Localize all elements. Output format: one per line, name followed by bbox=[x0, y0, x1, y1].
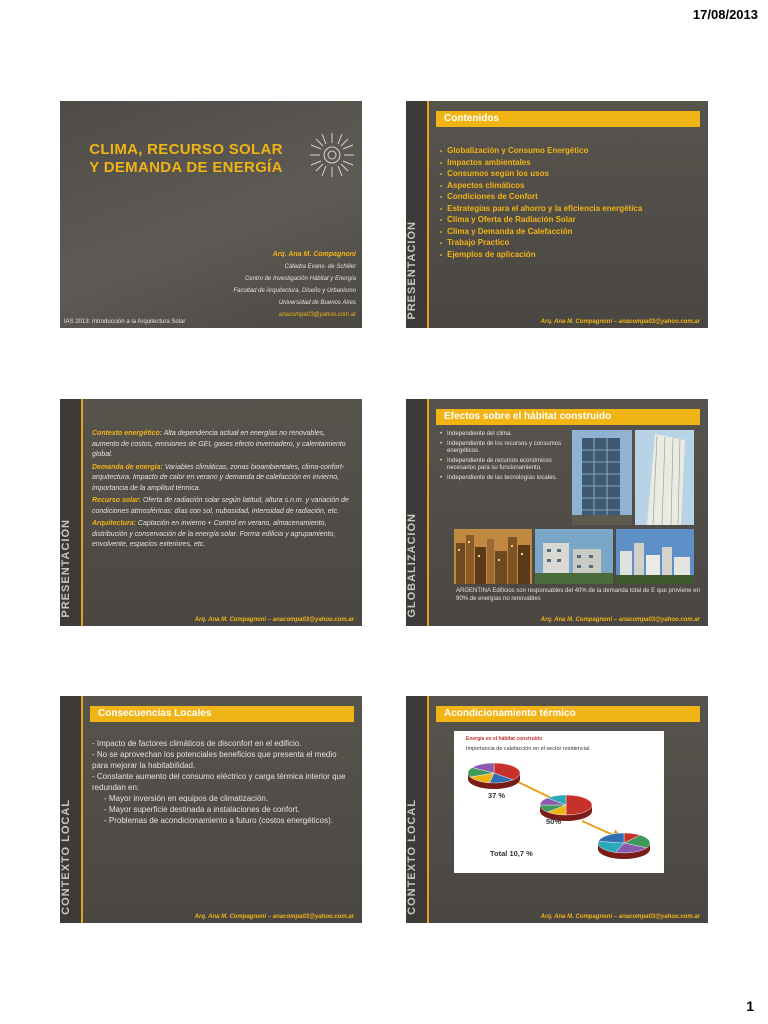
side-label: PRESENTACIÓN bbox=[60, 519, 72, 618]
list-item: • Ejemplos de aplicación bbox=[440, 250, 642, 262]
housing-blocks-photo bbox=[535, 529, 613, 584]
side-label: CONTEXTO LOCAL bbox=[60, 799, 72, 915]
pie-chart bbox=[454, 731, 664, 873]
pie-1-percent-label: 37 % bbox=[488, 791, 506, 800]
slide-footer: Arq. Ana M. Compagnoni – anacompa03@yahoo.com.ar bbox=[540, 319, 700, 325]
list-item: • Independiente de los recursos y consumos energéticos. bbox=[440, 441, 565, 456]
city-photo bbox=[454, 529, 532, 584]
list-item: • Trabajo Practico bbox=[440, 238, 642, 250]
pie-slice bbox=[598, 833, 624, 843]
affiliation-chair: Cátedra Evans- de Schiller bbox=[284, 264, 356, 270]
contents-list bbox=[440, 146, 642, 261]
slide-footer: Arq. Ana M. Compagnoni – anacompa03@yahoo.com.ar bbox=[540, 617, 700, 623]
list-item: • Independiente del clima. bbox=[440, 431, 565, 439]
slide-contents bbox=[406, 101, 708, 328]
keyword: Recurso solar: bbox=[92, 497, 142, 504]
list-item: • Clima y Oferta de Radiación Solar bbox=[440, 215, 642, 227]
side-bar bbox=[406, 101, 429, 328]
slide-title-heading bbox=[66, 141, 306, 177]
bullet-list bbox=[440, 431, 565, 484]
body-line: - Mayor superficie destinada a instalaciones de confort. bbox=[104, 805, 300, 814]
slide-globalization bbox=[406, 399, 708, 626]
consequences-body bbox=[92, 738, 350, 826]
list-item: • Estrategias para el ahorro y la eficiencia energética bbox=[440, 204, 642, 216]
slide-footer: Arq. Ana M. Compagnoni – anacompa03@yahoo.com.ar bbox=[194, 617, 354, 623]
paragraph-text: Oferta de radiación solar según latitud, altura s.n.m. y variación de condiciones atmosféricas: días con sol, nubosidad, intensidad de radiación, etc. bbox=[92, 497, 349, 515]
paragraph-text: Alta dependencia actual en energías no renovables, aumento de costos, emisiones de GEI, gases efecto invernadero, y calentamiento global. bbox=[92, 430, 346, 458]
paragraph bbox=[92, 463, 352, 495]
course-label: IAS 2013: Introducción a la Arquitectura Solar bbox=[64, 319, 186, 325]
side-label: PRESENTACIÓN bbox=[406, 221, 418, 320]
presentation-body bbox=[92, 429, 352, 553]
slide-footer: Arq. Ana M. Compagnoni – anacompa03@yahoo.com.ar bbox=[540, 914, 700, 920]
pie-2-percent-label: 50% bbox=[546, 817, 562, 826]
slide-local-consequences bbox=[60, 696, 362, 923]
white-tower-photo bbox=[635, 430, 694, 525]
affiliation-center: Centro de Investigación Hábitat y Energía bbox=[244, 276, 356, 282]
slide-presentation bbox=[60, 399, 362, 626]
keyword: Demanda de energía: bbox=[92, 463, 163, 471]
list-item: • Independiente de las tecnologías locales. bbox=[440, 475, 565, 483]
body-line: - Constante aumento del consumo eléctrico y carga térmica interior que redundan en: bbox=[92, 772, 346, 792]
keyword: Contexto energético: bbox=[92, 430, 163, 437]
keyword: Arquitectura: bbox=[92, 520, 136, 527]
chart-subtitle: Importancia de calefacción en el sector residencial bbox=[466, 746, 590, 752]
side-label: CONTEXTO LOCAL bbox=[406, 799, 418, 915]
slide-footer: Arq. Ana M. Compagnoni – anacompa03@yahoo.com.ar bbox=[194, 914, 354, 920]
affiliation-university: Universidad de Buenos Aires bbox=[278, 300, 356, 306]
glass-tower-photo bbox=[572, 430, 632, 525]
pie-1 bbox=[468, 763, 520, 789]
paragraph bbox=[92, 429, 352, 461]
pie-3-total-label: Total 10,7 % bbox=[490, 849, 533, 858]
paragraph-text: Captación en invierno + Control en verano, almacenamiento, distribución y conservación de la energía solar. Forma edilicia y agrupamiento, envolvente, espacios exteriores, etc. bbox=[92, 520, 336, 548]
slide-title bbox=[60, 101, 362, 328]
paragraph bbox=[92, 519, 352, 551]
title-line-1: CLIMA, RECURSO SOLAR bbox=[89, 141, 283, 158]
list-item: • Clima y Demanda de Calefacción bbox=[440, 227, 642, 239]
side-bar bbox=[60, 399, 83, 626]
page-number: 1 bbox=[746, 998, 754, 1014]
list-item: • Globalización y Consumo Energético bbox=[440, 146, 642, 158]
list-item: • Consumos según los usos bbox=[440, 169, 642, 181]
slide-banner: Efectos sobre el hábitat construido bbox=[436, 409, 700, 425]
author-block bbox=[233, 249, 356, 321]
page-date: 17/08/2013 bbox=[692, 7, 758, 22]
paragraph-text: Variables climáticas, zonas bioambientales, clima-confort-arquitectura. Impacto de calor en verano y demanda de calefacción en invierno, importancia de la amplitud térmica. bbox=[92, 463, 345, 492]
sun-icon bbox=[308, 131, 356, 179]
pie-chart-figure bbox=[454, 731, 664, 873]
author-email: anacompa03@yahoo.com.ar bbox=[278, 312, 356, 318]
body-line: - No se aprovechan los potenciales beneficios que presenta el medio para mejorar la habitabilidad. bbox=[92, 750, 337, 770]
list-item: • Condiciones de Confort bbox=[440, 192, 642, 204]
side-bar bbox=[406, 399, 429, 626]
slide-thermal-conditioning bbox=[406, 696, 708, 923]
chart-title: Energía en el hábitat construido bbox=[466, 736, 543, 742]
list-item: • Independiente de recursos económicos necesarios para su funcionamiento. bbox=[440, 458, 565, 473]
slide-banner: Acondicionamiento térmico bbox=[436, 706, 700, 722]
side-bar bbox=[60, 696, 83, 923]
skyline-photo bbox=[616, 529, 694, 584]
paragraph bbox=[92, 496, 352, 517]
body-line: - Mayor inversión en equipos de climatización. bbox=[104, 794, 269, 803]
body-line: - Problemas de acondicionamiento a futuro (costos energéticos). bbox=[104, 816, 334, 825]
title-line-2: Y DEMANDA DE ENERGÍA bbox=[89, 159, 283, 176]
side-label: GLOBALIZACIÓN bbox=[406, 513, 418, 618]
slide-banner: Consecuencias Locales bbox=[90, 706, 354, 722]
side-bar bbox=[406, 696, 429, 923]
author-name: Arq. Ana M. Compagnoni bbox=[272, 251, 356, 258]
pie-3 bbox=[598, 833, 650, 859]
affiliation-faculty: Facultad de Arquitectura, Diseño y Urbanismo bbox=[233, 288, 356, 294]
list-item: • Aspectos climáticos bbox=[440, 181, 642, 193]
photo-caption: ARGENTINA Edificios son responsables del 40% de la demanda total de E que proviene en 90% de energías no renovables bbox=[456, 588, 700, 602]
body-line: - Impacto de factores climáticos de disconfort en el edificio. bbox=[92, 739, 302, 748]
list-item: • Impactos ambientales bbox=[440, 158, 642, 170]
slide-banner: Contenidos bbox=[436, 111, 700, 127]
